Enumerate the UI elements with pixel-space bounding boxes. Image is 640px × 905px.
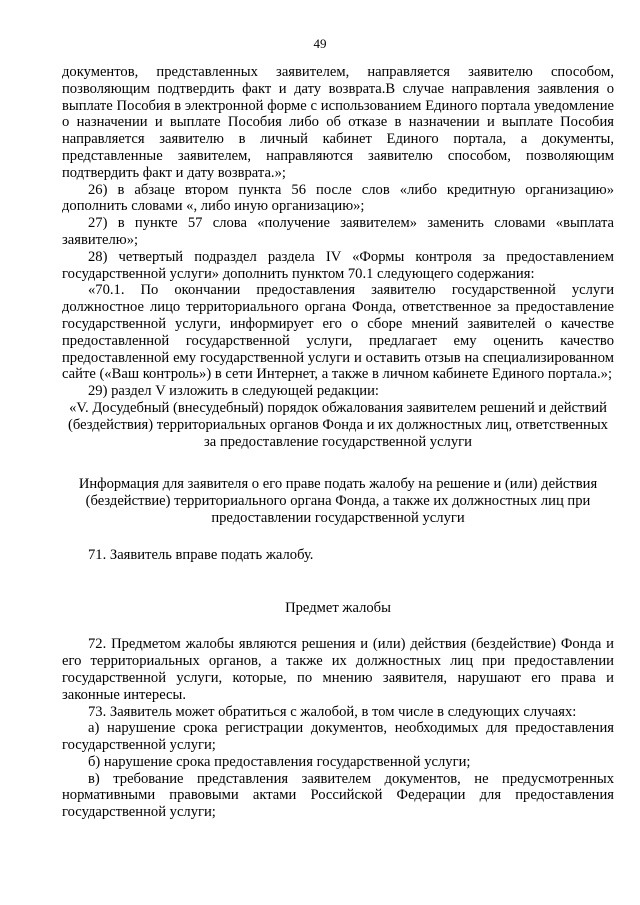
section-v-title: «V. Досудебный (внесудебный) порядок обжалования заявителем решений и действий (бездействия) территориальных органов Фонда и их должностных лиц, ответственных за предоставление государственной услуги: [68, 399, 608, 450]
paragraph-item-73: 73. Заявитель может обратиться с жалобой, в том числе в следующих случаях:: [88, 703, 577, 720]
paragraph-item-29: 29) раздел V изложить в следующей редакции:: [88, 383, 379, 400]
paragraph-item-71: 71. Заявитель вправе подать жалобу.: [88, 546, 314, 563]
paragraph-item-73-c: в) требование представления заявителем документов, не предусмотренных нормативными правовыми актами Российской Федерации для предоставления государственной услуги;: [62, 770, 614, 821]
page-number: 49: [313, 36, 327, 51]
paragraph-item-26: 26) в абзаце втором пункта 56 после слов «либо кредитную организацию» дополнить словами «, либо иную организацию»;: [62, 181, 614, 215]
document-body: [62, 64, 614, 821]
spacer: [62, 590, 614, 600]
paragraph-continuation: документов, представленных заявителем, направляется заявителю способом, позволяющим подтвердить факт и дату возврата.В случае направления заявления о выплате Пособия в электронной форме с использованием Единого портала уведомление о назначении и выплате Пособия либо об отказе в назначении и выплате Пособия направляется заявителю в личный кабинет Единого портала, а документы, представленные заявителем, направляются заявителю способом, позволяющим подтвердить факт и дату возврата.»;: [62, 64, 614, 181]
paragraph-item-72: 72. Предметом жалобы являются решения и (или) действия (бездействие) Фонда и его территориальных органов, а также их должностных лиц при предоставлении государственной услуги, которые, по мнению заявителя, нарушают его права и законные интересы.: [62, 636, 614, 703]
spacer: [62, 616, 614, 636]
spacer: [62, 527, 614, 547]
paragraph-item-73-a: а) нарушение срока регистрации документов, необходимых для предоставления государственной услуги;: [62, 720, 614, 754]
spacer: [62, 450, 614, 476]
info-heading: Информация для заявителя о его праве подать жалобу на решение и (или) действия (бездействие) территориального органа Фонда, а также их должностных лиц при предоставлении государственной услуги: [78, 476, 598, 526]
subject-heading: Предмет жалобы: [285, 599, 391, 616]
spacer: [62, 564, 614, 590]
paragraph-item-73-b: б) нарушение срока предоставления государственной услуги;: [88, 753, 471, 770]
paragraph-item-70-1: «70.1. По окончании предоставления заявителю государственной услуги должностное лицо территориального органа Фонда, ответственное за предоставление государственной услуги, информирует его о сборе мнений заявителей о качестве предоставленной государственной услуги, предлагает ему оценить качество предоставленной ему государственной услуги и оставить отзыв на специализированном сайте («Ваш контроль») в сети Интернет, а также в личном кабинете Единого портала.»;: [62, 282, 614, 383]
paragraph-item-27: 27) в пункте 57 слова «получение заявителем» заменить словами «выплата заявителю»;: [62, 215, 614, 248]
paragraph-item-28: 28) четвертый подраздел раздела IV «Формы контроля за предоставлением государственной услуги» дополнить пунктом 70.1 следующего содержания:: [62, 248, 614, 282]
